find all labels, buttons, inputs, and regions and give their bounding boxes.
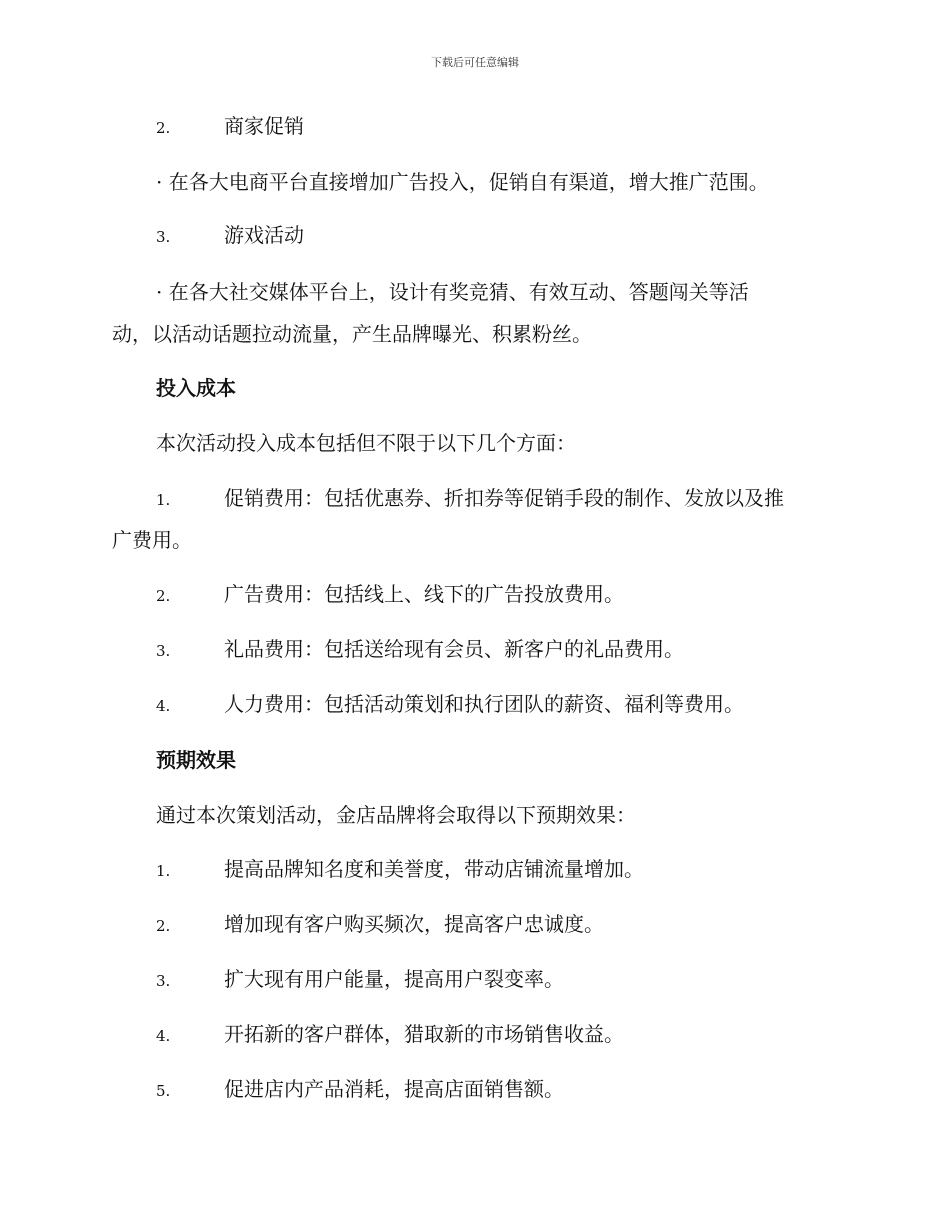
list-number: 3.	[156, 972, 171, 990]
list-item-continued: 广费用。	[112, 528, 192, 552]
list-item: 人力费用：包括活动策划和执行团队的薪资、福利等费用。	[224, 692, 744, 716]
list-number: 1.	[156, 862, 171, 880]
list-number: 4.	[156, 697, 171, 715]
bullet-paragraph: · 在各大电商平台直接增加广告投入，促销自有渠道，增大推广范围。	[156, 170, 769, 194]
list-number: 1.	[156, 491, 171, 509]
list-number: 5.	[156, 1082, 171, 1100]
bullet-paragraph: · 在各大社交媒体平台上，设计有奖竞猜、有效互动、答题闯关等活	[156, 280, 749, 304]
section-heading-effect: 预期效果	[156, 748, 236, 772]
list-number: 2.	[156, 917, 171, 935]
list-number: 3.	[156, 642, 171, 660]
list-number: 2.	[156, 587, 171, 605]
section-intro-effect: 通过本次策划活动，金店品牌将会取得以下预期效果：	[156, 803, 636, 827]
list-number: 3.	[156, 228, 171, 246]
list-item: 礼品费用：包括送给现有会员、新客户的礼品费用。	[224, 637, 684, 661]
list-item-merchant-promo: 商家促销	[224, 114, 304, 138]
list-number: 2.	[156, 119, 171, 137]
list-item: 促销费用：包括优惠券、折扣券等促销手段的制作、发放以及推	[224, 486, 784, 510]
section-heading-cost: 投入成本	[156, 376, 236, 400]
list-item: 促进店内产品消耗，提高店面销售额。	[224, 1077, 564, 1101]
list-item: 提高品牌知名度和美誉度，带动店铺流量增加。	[224, 857, 644, 881]
list-number: 4.	[156, 1027, 171, 1045]
bullet-paragraph-continued: 动，以活动话题拉动流量，产生品牌曝光、积累粉丝。	[112, 322, 592, 346]
header-note: 下载后可任意编辑	[431, 56, 519, 69]
list-item: 扩大现有用户能量，提高用户裂变率。	[224, 967, 564, 991]
section-intro-cost: 本次活动投入成本包括但不限于以下几个方面：	[156, 431, 576, 455]
list-item: 增加现有客户购买频次，提高客户忠诚度。	[224, 912, 604, 936]
list-item-game-activity: 游戏活动	[224, 223, 304, 247]
list-item: 广告费用：包括线上、线下的广告投放费用。	[224, 582, 624, 606]
list-item: 开拓新的客户群体，猎取新的市场销售收益。	[224, 1022, 624, 1046]
